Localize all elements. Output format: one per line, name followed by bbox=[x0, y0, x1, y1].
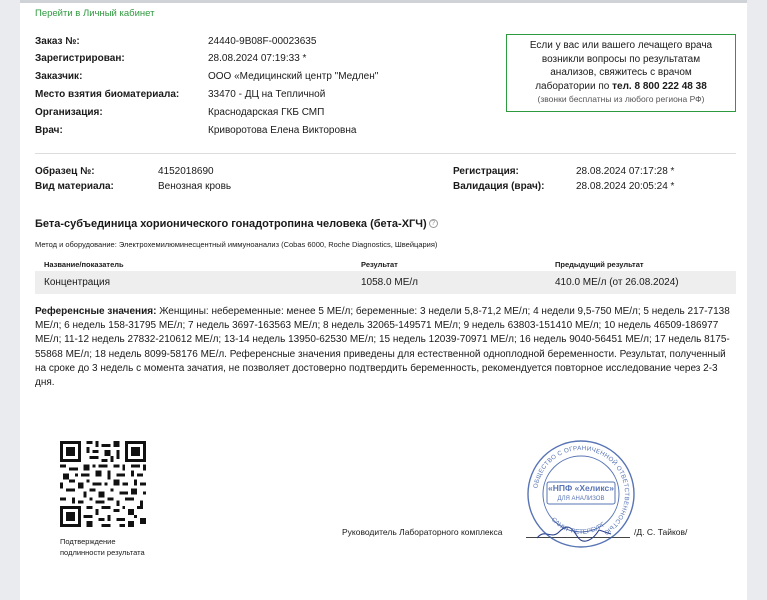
organization-label: Организация: bbox=[35, 107, 103, 118]
test-title-text: Бета-субъединица хорионического гонадотропина человека (бета-ХГЧ) bbox=[35, 218, 427, 230]
collection-place-label: Место взятия биоматериала: bbox=[35, 89, 180, 100]
column-header-previous: Предыдущий результат bbox=[555, 260, 644, 269]
info-line-4-prefix: лаборатории по bbox=[535, 80, 610, 92]
svg-text:САНКТ-ПЕТЕРБУРГ: САНКТ-ПЕТЕРБУРГ bbox=[549, 516, 607, 536]
registered-label: Зарегистрирован: bbox=[35, 53, 125, 64]
test-method: Метод и оборудование: Электрохемилюминесцентный иммуноанализ (Cobas 6000, Roche Diagnostics, Швейцария) bbox=[35, 240, 438, 249]
svg-text:ДЛЯ АНАЛИЗОВ: ДЛЯ АНАЛИЗОВ bbox=[557, 496, 605, 502]
qr-caption-line-1: Подтверждение bbox=[60, 537, 116, 546]
registration-label: Регистрация: bbox=[453, 166, 519, 177]
order-number-value: 24440-9B08F-00023635 bbox=[208, 36, 317, 47]
sample-number-value: 4152018690 bbox=[158, 166, 214, 177]
order-number-label: Заказ №: bbox=[35, 36, 80, 47]
validation-label: Валидация (врач): bbox=[453, 181, 545, 192]
info-line-4 bbox=[507, 80, 735, 94]
info-line-1: Если у вас или вашего лечащего врача bbox=[529, 40, 713, 51]
row-result: 1058.0 МЕ/л bbox=[361, 277, 418, 288]
collection-place-value: 33470 - ДЦ на Тепличной bbox=[208, 89, 326, 100]
test-title bbox=[35, 218, 438, 230]
organization-value: Краснодарская ГКБ СМП bbox=[208, 107, 325, 118]
column-header-name: Название/показатель bbox=[44, 260, 124, 269]
section-divider bbox=[35, 153, 736, 154]
info-line-3: анализов, свяжитесь с врачом bbox=[550, 67, 692, 78]
doctor-value: Криворотова Елена Викторовна bbox=[208, 125, 357, 136]
customer-label: Заказчик: bbox=[35, 71, 83, 82]
reference-text: Женщины: небеременные: менее 5 МЕ/л; беременные: 3 недели 5,8-71,2 МЕ/л; 4 недели 9,5-750 МЕ/л; 5 недель 217-7138 МЕ/л; 6 недель 158-31795 МЕ/л; 7 недель 3697-163563 МЕ/л; 8 недель 32065-149571 МЕ/л; 9 недель 63803-151410 МЕ/л; 10 недель 46509-186977 МЕ/л; 11-12 недель 27832-210612 МЕ/л; 13-14 недель 13950-62530 МЕ/л; 15 недель 12039-70971 МЕ/л; 16 недель 9040-56451 МЕ/л; 17 недель 8175-55868 МЕ/л; 18 недель 8099-58176 МЕ/л. Референсные значения приведены для естественной одноплодной беременности. Результат, полученный на сроке до 3 недель с момента зачатия, не позволяет достоверно подтвердить беременность, рекомендуется повторное исследование через 2-3 дня. bbox=[35, 306, 730, 389]
customer-value: ООО «Медицинский центр "Медлен" bbox=[208, 71, 379, 82]
personal-account-link[interactable]: Перейти в Личный кабинет bbox=[35, 8, 155, 19]
row-previous: 410.0 МЕ/л (от 26.08.2024) bbox=[555, 277, 679, 288]
reference-label: Референсные значения: bbox=[35, 306, 157, 317]
svg-text:ОБЩЕСТВО С ОГРАНИЧЕННОЙ ОТВЕТС: ОБЩЕСТВО С ОГРАНИЧЕННОЙ ОТВЕТСТВЕННОСТЬЮ bbox=[532, 444, 631, 537]
svg-text:«НПФ «Хеликс»: «НПФ «Хеликс» bbox=[548, 483, 614, 493]
info-line-2: возникли вопросы по результатам bbox=[541, 53, 701, 65]
validation-value: 28.08.2024 20:05:24 * bbox=[576, 181, 675, 192]
material-value: Венозная кровь bbox=[158, 181, 232, 192]
registration-value: 28.08.2024 07:17:28 * bbox=[576, 166, 675, 177]
sample-number-label: Образец №: bbox=[35, 166, 95, 177]
top-strip bbox=[20, 0, 747, 3]
doctor-label: Врач: bbox=[35, 125, 63, 136]
signature-name: /Д. С. Тайков/ bbox=[634, 527, 688, 537]
reference-values bbox=[35, 305, 737, 390]
column-header-result: Результат bbox=[361, 260, 398, 269]
info-phone-note: (звонки бесплатны из любого региона РФ) bbox=[537, 94, 705, 104]
lab-phone: тел. 8 800 222 48 38 bbox=[612, 80, 707, 92]
question-circle-icon[interactable]: ? bbox=[429, 219, 438, 228]
qr-caption-line-2: подлинности результата bbox=[60, 548, 145, 557]
qr-caption bbox=[60, 536, 145, 558]
company-stamp bbox=[525, 438, 637, 550]
signature-title: Руководитель Лабораторного комплекса bbox=[342, 527, 503, 537]
qr-code-icon[interactable] bbox=[60, 441, 146, 527]
result-sheet bbox=[20, 0, 747, 600]
contact-info-box bbox=[506, 34, 736, 112]
registered-value: 28.08.2024 07:19:33 * bbox=[208, 53, 307, 64]
row-name: Концентрация bbox=[44, 277, 111, 288]
material-label: Вид материала: bbox=[35, 181, 114, 192]
